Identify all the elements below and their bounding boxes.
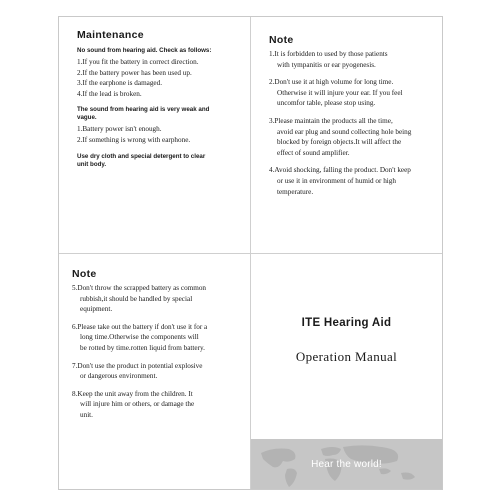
list-item: 4.If the lead is broken. xyxy=(77,89,142,98)
world-map-banner xyxy=(251,439,442,489)
note-title: Note xyxy=(72,268,97,280)
note-item-2-cont: uncomfor table, please stop using. xyxy=(277,99,376,108)
note-item-6-cont: long time.Otherwise the components will xyxy=(80,333,199,342)
note-item-2: 2.Don't use it at high volume for long time. xyxy=(269,78,394,87)
note-item-3-cont: avoid ear plug and sound collecting hole being xyxy=(277,127,412,136)
note-item-4-cont: or use it in environment of humid or high xyxy=(277,176,396,185)
note-item-2-cont: Otherwise it will injure your ear. If you feel xyxy=(277,88,403,97)
maintenance-title: Maintenance xyxy=(77,29,144,41)
note-item-4-cont: temperature. xyxy=(277,187,314,196)
note-title: Note xyxy=(269,34,294,46)
no-sound-heading: No sound from hearing aid. Check as follows: xyxy=(77,47,212,54)
note-panel-2 xyxy=(59,254,250,489)
note-panel-1 xyxy=(251,17,442,253)
manual-sheet xyxy=(58,16,443,490)
note-item-6-cont: be rotted by time.rotten liquid from battery. xyxy=(80,343,205,352)
note-item-5-cont: rubbish,it should be handled by special xyxy=(80,294,193,303)
note-item-1: 1.It is forbidden to used by those patients xyxy=(269,50,388,58)
note-item-8: 8.Keep the unit away from the children. It xyxy=(72,389,193,398)
note-item-1-cont: with tympanitis or ear pyogenesis. xyxy=(277,60,376,69)
note-item-7: 7.Don't use the product in potential explosive xyxy=(72,361,203,370)
note-item-3-cont: blocked by foreign objects.It will affect the xyxy=(277,138,402,147)
note-item-8-cont: unit. xyxy=(80,410,93,419)
list-item: 2.If the battery power has been used up. xyxy=(77,68,192,77)
note-item-7-cont: or dangerous environment. xyxy=(80,372,158,381)
cleaning-instruction-cont: unit body. xyxy=(77,160,107,168)
list-item: 2.If something is wrong with earphone. xyxy=(77,135,191,144)
list-item: 1.Battery power isn't enough. xyxy=(77,125,162,134)
note-item-4: 4.Avoid shocking, falling the product. Don't keep xyxy=(269,166,411,175)
tagline: Hear the world! xyxy=(311,459,382,470)
note-item-3: 3.Please maintain the products all the time, xyxy=(269,116,393,125)
cleaning-instruction: Use dry cloth and special detergent to clear xyxy=(77,152,206,160)
cover-panel xyxy=(251,254,442,489)
product-title: ITE Hearing Aid xyxy=(301,317,392,329)
note-item-8-cont: will injure him or others, or damage the xyxy=(80,400,195,409)
list-item: 1.If you fit the battery in correct direction. xyxy=(77,58,199,66)
note-item-6: 6.Please take out the battery if don't use it for a xyxy=(72,322,208,331)
note-item-5: 5.Don't throw the scrapped battery as common xyxy=(72,284,207,292)
manual-subtitle: Operation Manual xyxy=(295,349,398,364)
list-item: 3.If the earphone is damaged. xyxy=(77,79,163,88)
maintenance-panel xyxy=(59,17,250,253)
weak-sound-heading-cont: vague. xyxy=(77,114,97,122)
note-item-5-cont: equipment. xyxy=(80,305,113,314)
weak-sound-heading: The sound from hearing aid is very weak and xyxy=(77,106,210,114)
note-item-3-cont: effect of sound amplifier. xyxy=(277,148,350,157)
